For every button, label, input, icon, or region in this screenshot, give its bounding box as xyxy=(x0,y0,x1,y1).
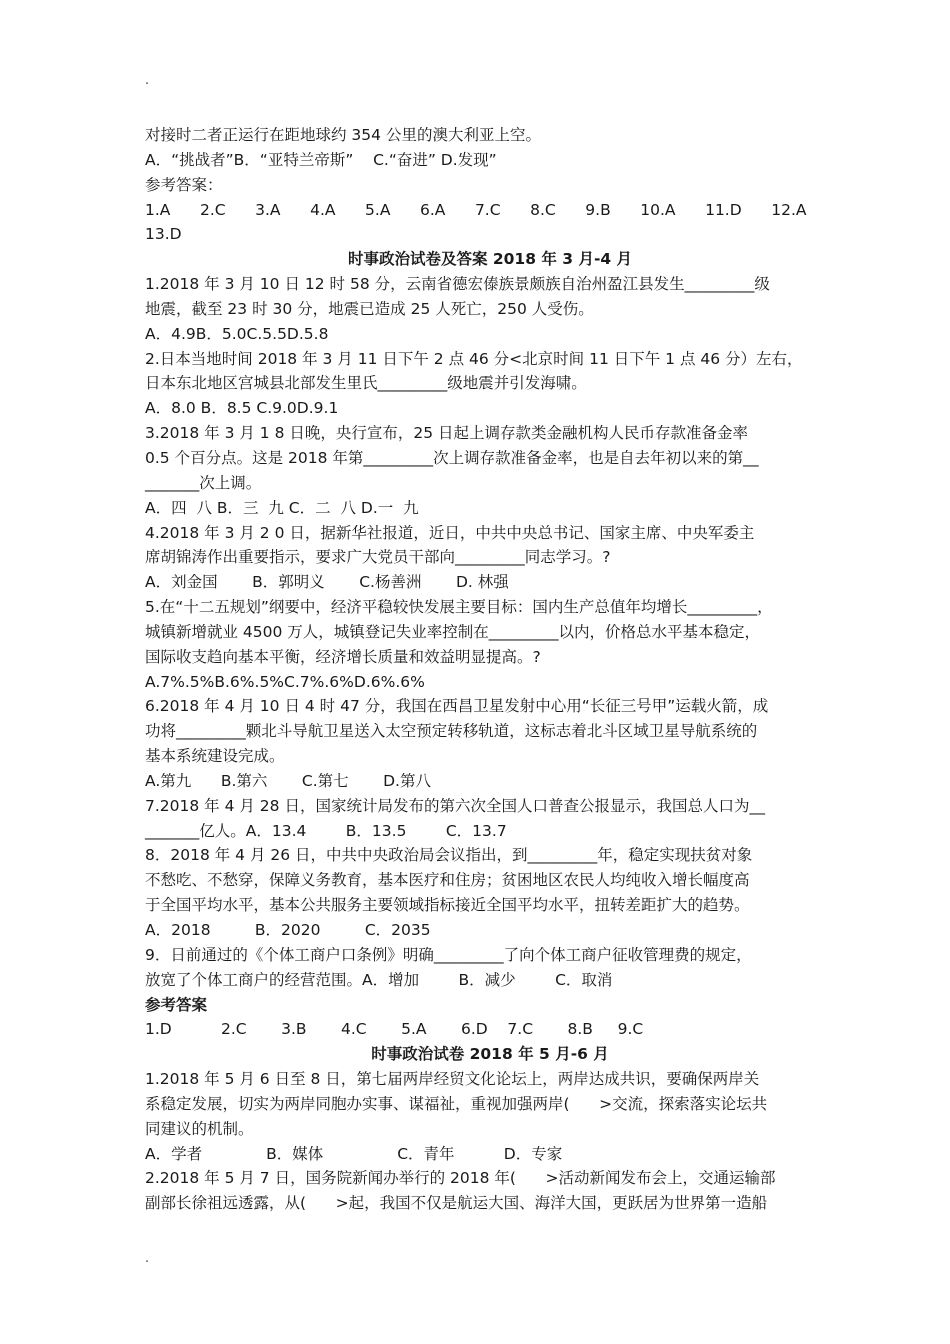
text-line: 4.2018 年 3 月 2 0 日，据新华社报道，近日，中共中央总书记、国家主席、中央军委主 xyxy=(145,523,755,542)
text-line: A．4.9B．5.0C.5.5D.5.8 xyxy=(145,324,329,343)
text-line: 日本东北地区宫城县北部发生里氏_________级地震并引发海啸。 xyxy=(145,374,587,393)
text-line: 城镇新增就业 4500 万人，城镇登记失业率控制在_________以内，价格总水平基本稳定， xyxy=(145,622,761,641)
text-line: 8．2018 年 4 月 26 日，中共中央政治局会议指出，到_________年，稳定实现扶贫对象 xyxy=(145,846,753,865)
text-line: 功将_________颗北斗导航卫星送入太空预定转移轨道，这标志着北斗区域卫星导航系统的 xyxy=(145,722,758,741)
section-heading: 时事政治试卷 2018 年 5 月-6 月 xyxy=(371,1045,609,1064)
text-line: A．2018 B．2020 C．2035 xyxy=(145,921,431,939)
text-line: 5.在“十二五规划”纲要中，经济平稳较快发展主要目标：国内生产总值年均增长_________， xyxy=(145,598,773,617)
text-line: 1.2018 年 3 月 10 日 12 时 58 分，云南省德宏傣族景颇族自治州盈江县发生_________级 xyxy=(145,275,770,294)
text-line: 基本系统建设完成。 xyxy=(145,747,285,766)
text-line: 副部长徐祖远透露，从( >起，我国不仅是航运大国、海洋大国，更跃居为世界第一造船 xyxy=(145,1194,768,1213)
text-line: A．刘金国 B．郭明义 C.杨善洲 D. 林强 xyxy=(145,573,509,592)
text-line: 参考答案： xyxy=(145,175,223,194)
text-line: 席胡锦涛作出重要指示，要求广大党员干部向_________同志学习。? xyxy=(145,548,611,567)
text-line: 同建议的机制。 xyxy=(145,1119,254,1138)
text-line: 1.A 2.C 3.A 4.A 5.A 6.A 7.C 8.C 9.B 10.A 11.D 12.A xyxy=(145,200,807,219)
text-line: A.第九 B.第六 C.第七 D.第八 xyxy=(145,771,431,790)
text-line: 放宽了个体工商户的经营范围。A．增加 B．减少 C．取消 xyxy=(145,970,613,989)
text-line: A．8.0 B．8.5 C.9.0D.9.1 xyxy=(145,399,339,418)
section-heading: 时事政治试卷及答案 2018 年 3 月-4 月 xyxy=(347,250,633,269)
text-line: 于全国平均水平，基本公共服务主要领域指标接近全国平均水平，扭转差距扩大的趋势。 xyxy=(145,896,750,915)
text-line: A．四 八 B．三 九 C．二 八 D.一 九 xyxy=(145,498,419,517)
text-line: 国际收支趋向基本平衡，经济增长质量和效益明显提高。? xyxy=(145,647,541,666)
text-line: A．学者 B．媒体 C．青年 D．专家 xyxy=(145,1144,563,1163)
text-line: 对接时二者正运行在距地球约 354 公里的澳大利亚上空。 xyxy=(145,126,541,144)
text-line: 系稳定发展，切实为两岸同胞办实事、谋福祉，重视加强两岸( >交流，探索落实论坛共 xyxy=(145,1094,768,1113)
text-line: 9．日前通过的《个体工商户口条例》明确_________了向个体工商户征收管理费的规定， xyxy=(145,945,752,964)
text-line: 地震，截至 23 时 30 分，地震已造成 25 人死亡，250 人受伤。 xyxy=(145,299,594,318)
text-line: A．“挑战者”B．“亚特兰帝斯” C.“奋进” D.发现” xyxy=(145,150,497,169)
text-line: 3.2018 年 3 月 1 8 日晚，央行宣布，25 日起上调存款类金融机构人民币存款准备金率 xyxy=(145,424,749,443)
text-line: 2.2018 年 5 月 7 日，国务院新闻办举行的 2018 年( >活动新闻发布会上，交通运输部 xyxy=(145,1169,776,1188)
text-line: _______亿人。A．13.4 B．13.5 C．13.7 xyxy=(145,821,507,840)
text-line: 0.5 个百分点。这是 2018 年第_________次上调存款准备金率，也是自去年初以来的第__ xyxy=(145,448,759,467)
text-line: A.7%.5%B.6%.5%C.7%.6%D.6%.6% xyxy=(145,672,425,691)
text-line: 1.2018 年 5 月 6 日至 8 日，第七届两岸经贸文化论坛上，两岸达成共识，要确保两岸关 xyxy=(145,1070,760,1089)
footer-mark: . xyxy=(145,1251,150,1266)
text-line: 7.2018 年 4 月 28 日，国家统计局发布的第六次全国人口普查公报显示，我国总人口为__ xyxy=(145,796,765,815)
answer-heading: 参考答案 xyxy=(145,995,208,1014)
header-mark: . xyxy=(145,73,150,88)
document-body xyxy=(145,123,835,1216)
text-line: 13.D xyxy=(145,225,182,244)
text-line: 6.2018 年 4 月 10 日 4 时 47 分，我国在西昌卫星发射中心用“长征三号甲”运载火箭，成 xyxy=(145,697,769,716)
text-line: _______次上调。 xyxy=(145,473,262,492)
text-line: 1.D 2.C 3.B 4.C 5.A 6.D 7.C 8.B 9.C xyxy=(145,1020,644,1039)
text-line: 2.日本当地时间 2018 年 3 月 11 日下午 2 点 46 分<北京时间 11 日下午 1 点 46 分）左右， xyxy=(145,349,803,368)
text-line: 不愁吃、不愁穿，保障义务教育，基本医疗和住房；贫困地区农民人均纯收入增长幅度高 xyxy=(145,871,750,890)
